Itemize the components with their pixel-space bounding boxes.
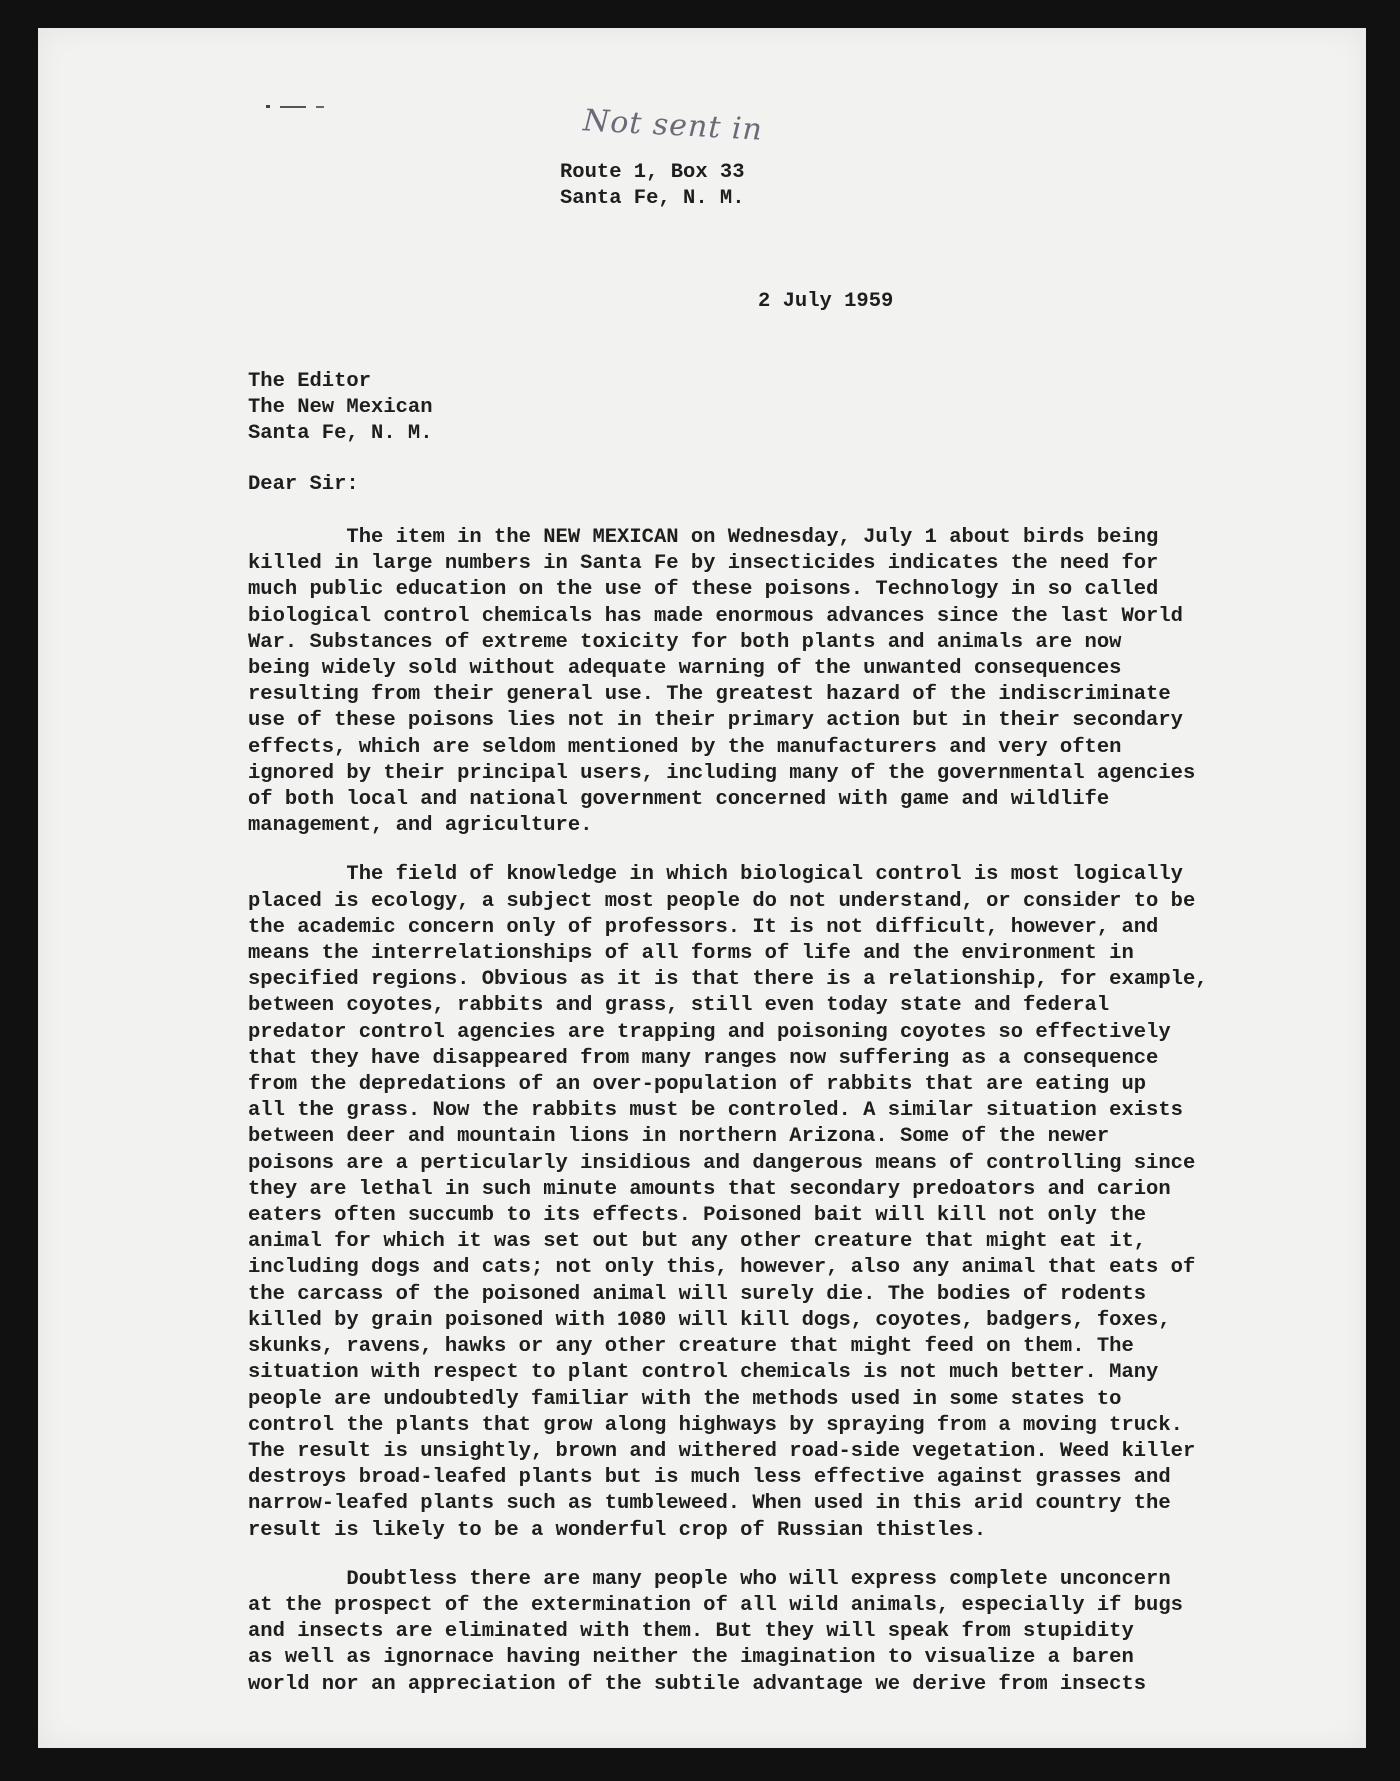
body-line: ignored by their principal users, including many of the governmental agencies xyxy=(248,761,1196,785)
body-line: destroys broad-leafed plants but is much less effective against grasses and xyxy=(248,1466,1171,1490)
body-line: world nor an appreciation of the subtile advantage we derive from insects xyxy=(248,1672,1147,1696)
recipient-line: The Editor xyxy=(248,370,372,393)
letter-date: 2 July 1959 xyxy=(758,290,894,313)
body-line: specified regions. Obvious as it is that there is a relationship, for example, xyxy=(248,968,1208,992)
body-line: killed by grain poisoned with 1080 will kill dogs, coyotes, badgers, foxes, xyxy=(248,1308,1171,1332)
recipient-line: Santa Fe, N. M. xyxy=(248,422,433,446)
body-line: management, and agriculture. xyxy=(248,814,593,838)
body-line: skunks, ravens, hawks or any other creature that might feed on them. The xyxy=(248,1335,1134,1359)
recipient-address xyxy=(248,369,433,448)
body-paragraph xyxy=(248,862,1208,1543)
handwritten-note: Not sent in xyxy=(582,103,764,148)
body-line: they are lethal in such minute amounts that secondary predoators and carion xyxy=(248,1177,1171,1201)
body-line: control the plants that grow along highways by spraying from a moving truck. xyxy=(248,1413,1183,1437)
body-line: effects, which are seldom mentioned by the manufacturers and very often xyxy=(248,735,1122,759)
body-line: all the grass. Now the rabbits must be controled. A similar situation exists xyxy=(248,1099,1183,1123)
body-line: killed in large numbers in Santa Fe by insecticides indicates the need for xyxy=(248,552,1159,576)
body-line: biological control chemicals has made enormous advances since the last World xyxy=(248,604,1183,628)
body-line: between deer and mountain lions in northern Arizona. Some of the newer xyxy=(248,1125,1110,1149)
return-address xyxy=(560,160,745,212)
recipient-line: The New Mexican xyxy=(248,396,433,420)
body-line: including dogs and cats; not only this, however, also any animal that eats of xyxy=(248,1256,1196,1280)
body-paragraph xyxy=(248,525,1208,839)
typed-mark xyxy=(266,104,346,110)
salutation: Dear Sir: xyxy=(248,473,359,496)
body-line: use of these poisons lies not in their primary action but in their secondary xyxy=(248,709,1183,733)
body-line: much public education on the use of these poisons. Technology in so called xyxy=(248,578,1159,602)
body-line: War. Substances of extreme toxicity for both plants and animals are now xyxy=(248,630,1122,654)
letter-body xyxy=(248,525,1208,1698)
body-line: at the prospect of the extermination of all wild animals, especially if bugs xyxy=(248,1593,1183,1617)
body-line: result is likely to be a wonderful crop of Russian thistles. xyxy=(248,1518,987,1542)
body-line: poisons are a perticularly insidious and dangerous means of controlling since xyxy=(248,1151,1196,1175)
body-line: predator control agencies are trapping and poisoning coyotes so effectively xyxy=(248,1020,1171,1044)
body-line: as well as ignornace having neither the imagination to visualize a baren xyxy=(248,1646,1134,1670)
body-line: that they have disappeared from many ranges now suffering as a consequence xyxy=(248,1046,1159,1070)
body-line: the carcass of the poisoned animal will surely die. The bodies of rodents xyxy=(248,1282,1147,1306)
return-address-line: Santa Fe, N. M. xyxy=(560,187,745,211)
body-line: The result is unsightly, brown and withered road-side vegetation. Weed killer xyxy=(248,1439,1196,1463)
body-line: narrow-leafed plants such as tumbleweed. When used in this arid country the xyxy=(248,1492,1171,1516)
body-line: The item in the NEW MEXICAN on Wednesday, July 1 about birds being xyxy=(248,526,1159,549)
body-line: eaters often succumb to its effects. Poisoned bait will kill not only the xyxy=(248,1204,1147,1228)
body-line: placed is ecology, a subject most people do not understand, or consider to be xyxy=(248,889,1196,913)
body-line: and insects are eliminated with them. But they will speak from stupidity xyxy=(248,1620,1134,1644)
body-line: The field of knowledge in which biological control is most logically xyxy=(248,863,1183,887)
body-paragraph xyxy=(248,1567,1208,1698)
body-line: between coyotes, rabbits and grass, still even today state and federal xyxy=(248,994,1110,1018)
body-line: animal for which it was set out but any other creature that might eat it, xyxy=(248,1230,1147,1254)
body-line: situation with respect to plant control chemicals is not much better. Many xyxy=(248,1361,1159,1385)
body-line: Doubtless there are many people who will express complete unconcern xyxy=(248,1567,1171,1591)
body-line: people are undoubtedly familiar with the methods used in some states to xyxy=(248,1387,1122,1411)
body-line: from the depredations of an over-population of rabbits that are eating up xyxy=(248,1073,1147,1097)
body-line: the academic concern only of professors. It is not difficult, however, and xyxy=(248,915,1159,939)
body-line: being widely sold without adequate warning of the unwanted consequences xyxy=(248,657,1122,681)
body-line: resulting from their general use. The greatest hazard of the indiscriminate xyxy=(248,683,1171,707)
body-line: means the interrelationships of all forms of life and the environment in xyxy=(248,942,1134,966)
return-address-line: Route 1, Box 33 xyxy=(560,161,745,184)
body-line: of both local and national government concerned with game and wildlife xyxy=(248,788,1110,812)
